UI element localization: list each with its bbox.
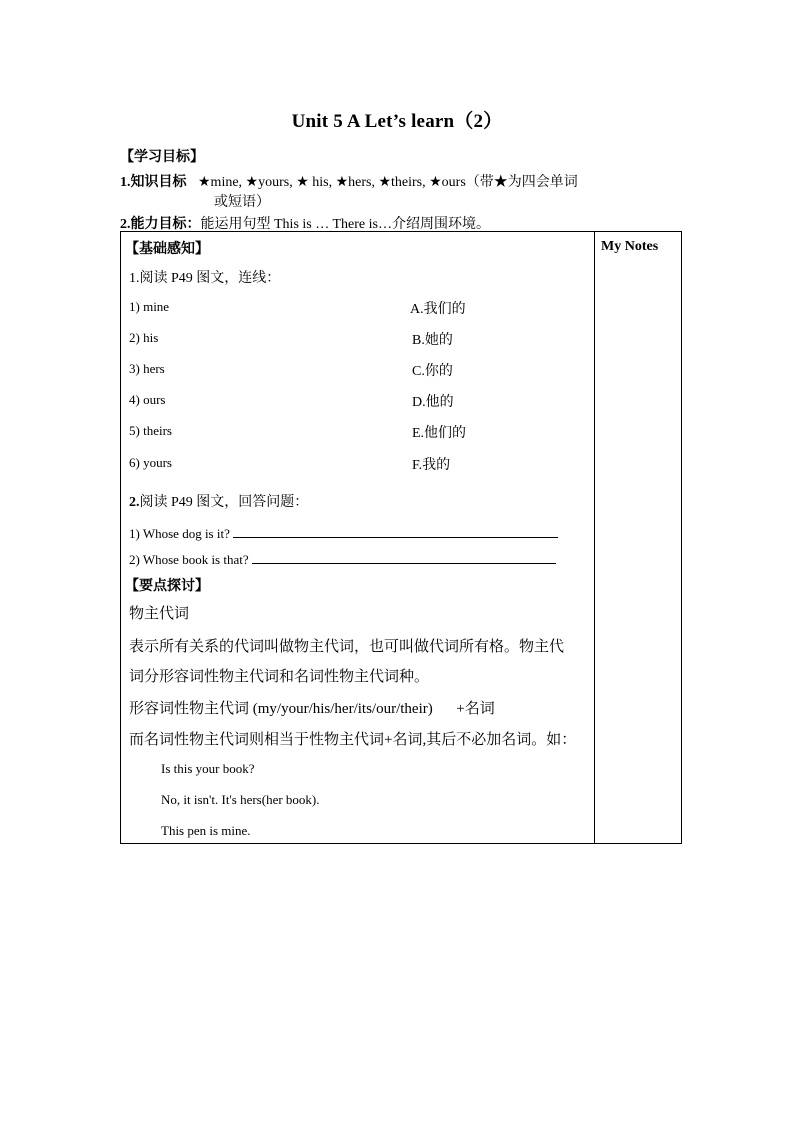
question-2 — [129, 551, 556, 568]
question-1-text: 1) Whose dog is it? — [129, 526, 230, 541]
discuss-paragraph: 而名词性物主代词则相当于性物主代词+名词,其后不必加名词。如： — [129, 732, 577, 748]
discuss-paragraph: 词分形容词性物主代词和名词性物主代词种。 — [129, 669, 430, 685]
match-right-item: E.他们的 — [412, 426, 467, 441]
ability-goal-text: 能运用句型 This is … There is…介绍周围环境。 — [200, 217, 490, 232]
column-divider — [594, 232, 595, 843]
discuss-topic: 物主代词 — [129, 606, 190, 622]
answer-blank-1[interactable] — [233, 525, 558, 538]
worksheet-table — [120, 231, 682, 844]
task2-number: 2. — [129, 495, 140, 510]
ability-goal — [120, 213, 490, 233]
basic-header: 【基础感知】 — [125, 242, 209, 257]
match-left-item: 5) theirs — [129, 423, 172, 438]
discuss-header: 【要点探讨】 — [125, 579, 209, 594]
match-left-item: 4) ours — [129, 392, 166, 407]
match-right-item: B.她的 — [412, 333, 453, 348]
match-right-item: D.他的 — [412, 395, 454, 410]
goals-header: 【学习目标】 — [120, 150, 204, 165]
example-sentence: No, it isn't. It's hers(her book). — [161, 792, 320, 807]
plus-noun: +名词 — [456, 701, 495, 717]
knowledge-goal — [120, 171, 578, 191]
match-right-item: C.你的 — [412, 364, 453, 379]
task2-text: 阅读 P49 图文，回答问题： — [139, 495, 309, 510]
match-right-item: A.我们的 — [410, 302, 466, 317]
match-left-item: 1) mine — [129, 299, 170, 314]
my-notes-header: My Notes — [601, 239, 659, 254]
ability-goal-label: 2.能力目标： — [120, 217, 201, 232]
discuss-paragraph: 表示所有关系的代词叫做物主代词，也可叫做代词所有格。物主代 — [129, 639, 565, 655]
match-left-item: 2) his — [129, 330, 159, 345]
task2-instruction — [129, 491, 308, 511]
page-title: Unit 5 A Let’s learn（2） — [291, 111, 503, 132]
match-right-item: F.我的 — [412, 458, 451, 473]
question-2-text: 2) Whose book is that? — [129, 552, 249, 567]
example-sentence: Is this your book? — [161, 761, 255, 776]
match-left-item: 3) hers — [129, 361, 165, 376]
knowledge-goal-text: ★mine, ★yours, ★ his, ★hers, ★theirs, ★ours（带★为四会单词 — [198, 175, 578, 190]
knowledge-goal-text-2: 或短语） — [214, 195, 270, 210]
task1-instruction: 1.阅读 P49 图文，连线： — [129, 271, 281, 286]
adjective-pronoun-rule — [129, 697, 495, 718]
example-sentence: This pen is mine. — [161, 823, 251, 838]
match-left-item: 6) yours — [129, 455, 172, 470]
question-1 — [129, 525, 558, 542]
knowledge-goal-label: 1.知识目标 — [120, 175, 187, 190]
answer-blank-2[interactable] — [252, 551, 556, 564]
adjective-pronoun-list: 形容词性物主代词 (my/your/his/her/its/our/their) — [129, 701, 433, 717]
